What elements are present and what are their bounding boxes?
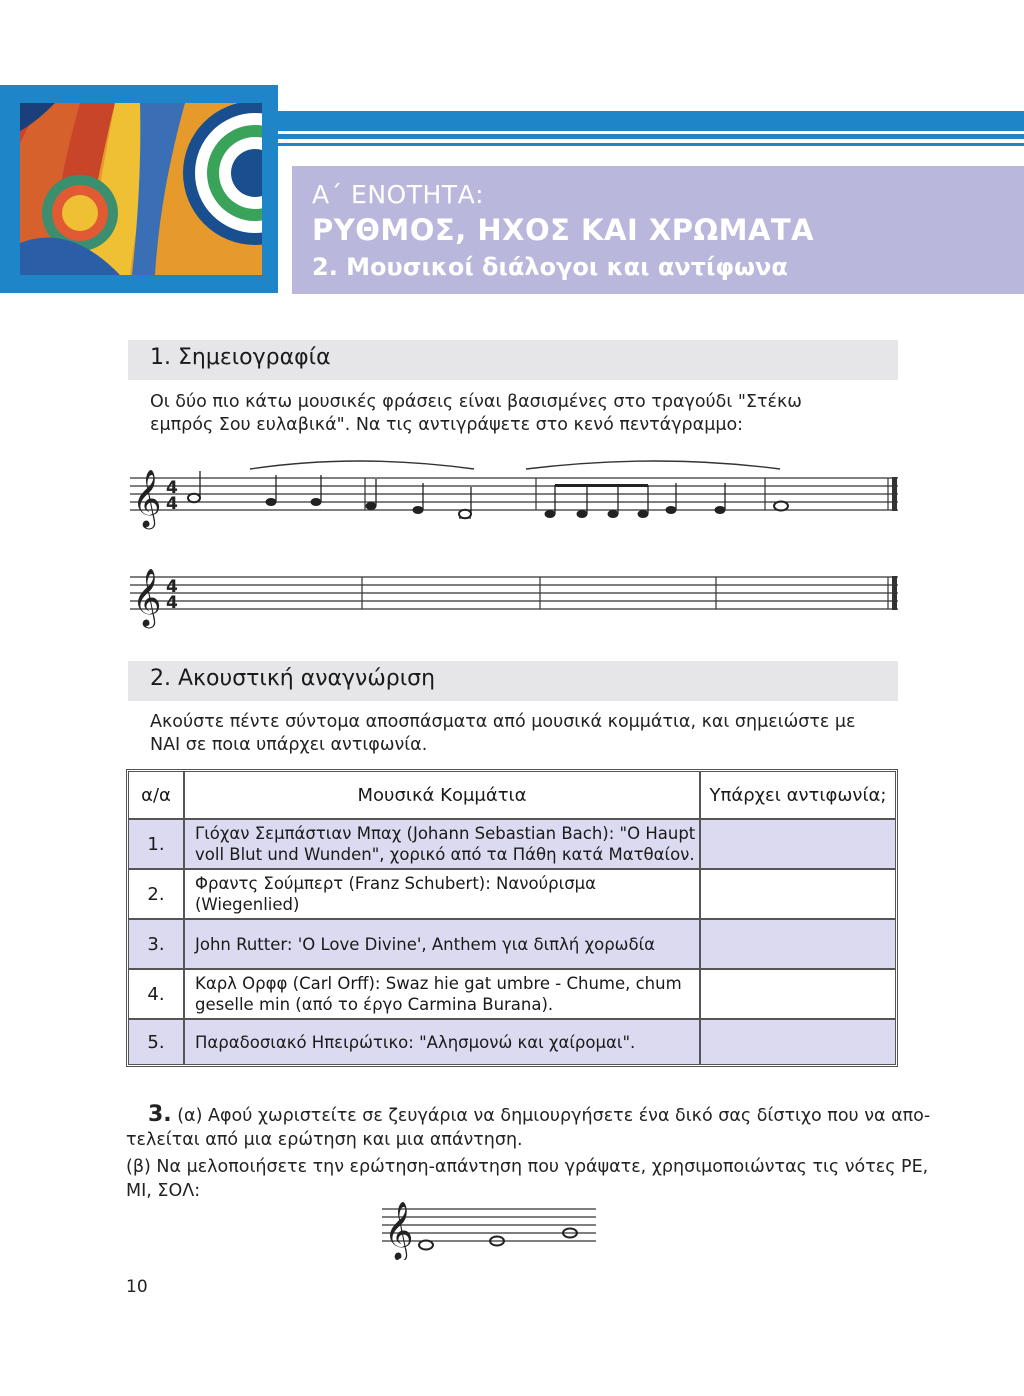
melody-staff [128, 455, 908, 535]
section-3-number: 3. [148, 1102, 172, 1127]
page-number: 10 [126, 1277, 148, 1297]
antiphony-answer-cell[interactable] [699, 1020, 895, 1064]
svg-text:4: 4 [166, 593, 178, 613]
section-heading-bar [128, 340, 898, 380]
row-number: 2. [147, 883, 165, 905]
unit-title: ΡΥΘΜΟΣ, ΗΧΟΣ ΚΑΙ ΧΡΩΜΑΤΑ [312, 213, 815, 247]
row-number: 4. [147, 983, 165, 1005]
section-3-line-3: (β) Να μελοποιήσετε την ερώτηση-απάντηση που γράψατε, χρησιμοποιώντας τις νότες ΡΕ, [126, 1157, 929, 1177]
section-3-line-4: ΜΙ, ΣΟΛ: [126, 1181, 201, 1201]
antiphony-answer-cell[interactable] [699, 920, 895, 968]
piece-title: Καρλ Ορφφ (Carl Orff): Swaz hie gat umbre - Chume, chum geselle min (από το έργο Carmina Burana). [183, 970, 699, 1018]
section-1-heading: 1. Σημειογραφία [150, 345, 331, 370]
antiphony-table [126, 769, 898, 1067]
antiphony-answer-cell[interactable] [699, 970, 895, 1018]
piece-title: Παραδοσιακό Ηπειρώτικο: "Αλησμονώ και χαίρομαι". [183, 1020, 699, 1064]
lesson-subtitle: 2. Μουσικοί διάλογοι και αντίφωνα [312, 253, 788, 281]
column-header-pieces: Μουσικά Κομμάτια [183, 772, 699, 818]
header-stripe [278, 134, 1024, 139]
note-re [419, 1241, 433, 1250]
column-header-number: α/α [141, 784, 171, 806]
svg-text:4: 4 [166, 494, 178, 514]
section-3-line-1: 3. (α) Αφού χωριστείτε σε ζευγάρια να δημιουργήσετε ένα δικό σας δίστιχο που να απο- [148, 1102, 931, 1127]
row-number: 1. [147, 833, 165, 855]
svg-text:4: 4 [166, 478, 178, 498]
table-row [129, 1018, 895, 1064]
table-row [129, 968, 895, 1018]
section-2-text-line-2: ΝΑΙ σε ποια υπάρχει αντιφωνία. [150, 735, 428, 755]
table-header-row [129, 772, 895, 818]
treble-clef-icon: 𝄞 [132, 469, 162, 527]
section-heading-bar [128, 661, 898, 701]
empty-staff [128, 560, 908, 630]
treble-clef-icon: 𝄞 [132, 568, 162, 626]
header-stripe [278, 111, 1024, 131]
antiphony-answer-cell[interactable] [699, 870, 895, 918]
svg-text:4: 4 [166, 577, 178, 597]
row-number: 5. [147, 1031, 165, 1053]
treble-clef-icon: 𝄞 [384, 1201, 414, 1259]
section-2-heading: 2. Ακουστική αναγνώριση [150, 666, 436, 691]
row-number: 3. [147, 933, 165, 955]
column-header-antiphony: Υπάρχει αντιφωνία; [699, 772, 895, 818]
piece-title: Φραντς Σούμπερτ (Franz Schubert): Νανούρισμα (Wiegenlied) [183, 870, 699, 918]
notes-re-mi-sol-staff [380, 1195, 600, 1260]
unit-kicker: Α΄ ΕΝΟΤΗΤΑ: [312, 180, 485, 209]
piece-title: John Rutter: 'O Love Divine', Anthem για διπλή χορωδία [183, 920, 699, 968]
header-stripe [278, 143, 1024, 146]
section-3-line-2: τελείται από μια ερώτηση και μια απάντηση. [126, 1130, 523, 1150]
header-artwork [20, 103, 262, 275]
antiphony-answer-cell[interactable] [699, 820, 895, 868]
piece-title: Γιόχαν Σεμπάστιαν Μπαχ (Johann Sebastian Bach): "O Haupt voll Blut und Wunden", χορικό από τα Πάθη κατά Ματθαίον. [183, 820, 699, 868]
table-row [129, 818, 895, 868]
section-1-text-line-2: εμπρός Σου ευλαβικά". Να τις αντιγράψετε στο κενό πεντάγραμμο: [150, 415, 744, 435]
section-2-text-line-1: Ακούστε πέντε σύντομα αποσπάσματα από μουσικά κομμάτια, και σημειώστε με [150, 712, 856, 732]
section-1-text-line-1: Οι δύο πιο κάτω μουσικές φράσεις είναι βασισμένες στο τραγούδι "Στέκω [150, 392, 802, 412]
table-row [129, 868, 895, 918]
table-row [129, 918, 895, 968]
